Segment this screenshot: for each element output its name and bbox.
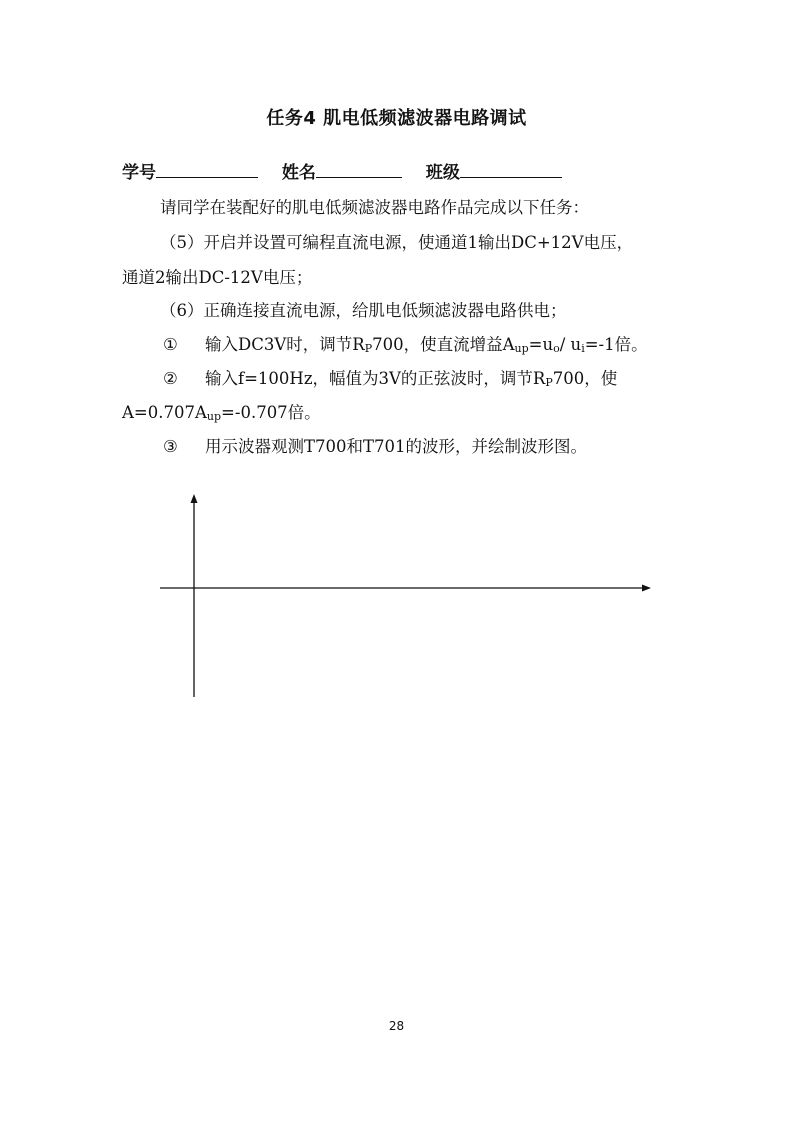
task5-line2: 通道2输出DC-12V电压； bbox=[122, 268, 313, 287]
step1-number: ① bbox=[163, 335, 178, 354]
student-id-label: 学号 bbox=[122, 163, 156, 183]
step3-line: ③ 用示波器观测T700和T701的波形，并绘制波形图。 bbox=[163, 437, 587, 456]
page-title: 任务4 肌电低频滤波器电路调试 bbox=[266, 108, 527, 129]
step2-number: ② bbox=[163, 369, 178, 388]
task5-line1: （5）开启并设置可编程直流电源，使通道1输出DC+12V电压， bbox=[160, 233, 634, 252]
step1-line: ① 输入DC3V时，调节$R_P700$，使直流增益$A_{up}=u_o/$ $u_i=-1$倍。 bbox=[163, 335, 648, 355]
task6-paragraph: （6）正确连接直流电源，给肌电低频滤波器电路供电； bbox=[160, 301, 567, 320]
intro-paragraph: 请同学在装配好的肌电低频滤波器电路作品完成以下任务： bbox=[160, 198, 589, 217]
student-name-label: 姓名 bbox=[281, 163, 316, 183]
step3-number: ③ bbox=[163, 437, 178, 456]
y-axis-arrow bbox=[191, 494, 198, 503]
class-label: 班级 bbox=[425, 163, 460, 183]
x-axis-arrow bbox=[642, 585, 651, 592]
page-number: 28 bbox=[388, 1019, 405, 1033]
step2-line2: $A=0.707A_{up}=-0.707$倍。 bbox=[122, 403, 321, 423]
step2-line1: ② 输入f=100Hz，幅值为3V的正弦波时，调节$R_P700$，使 bbox=[163, 369, 618, 389]
